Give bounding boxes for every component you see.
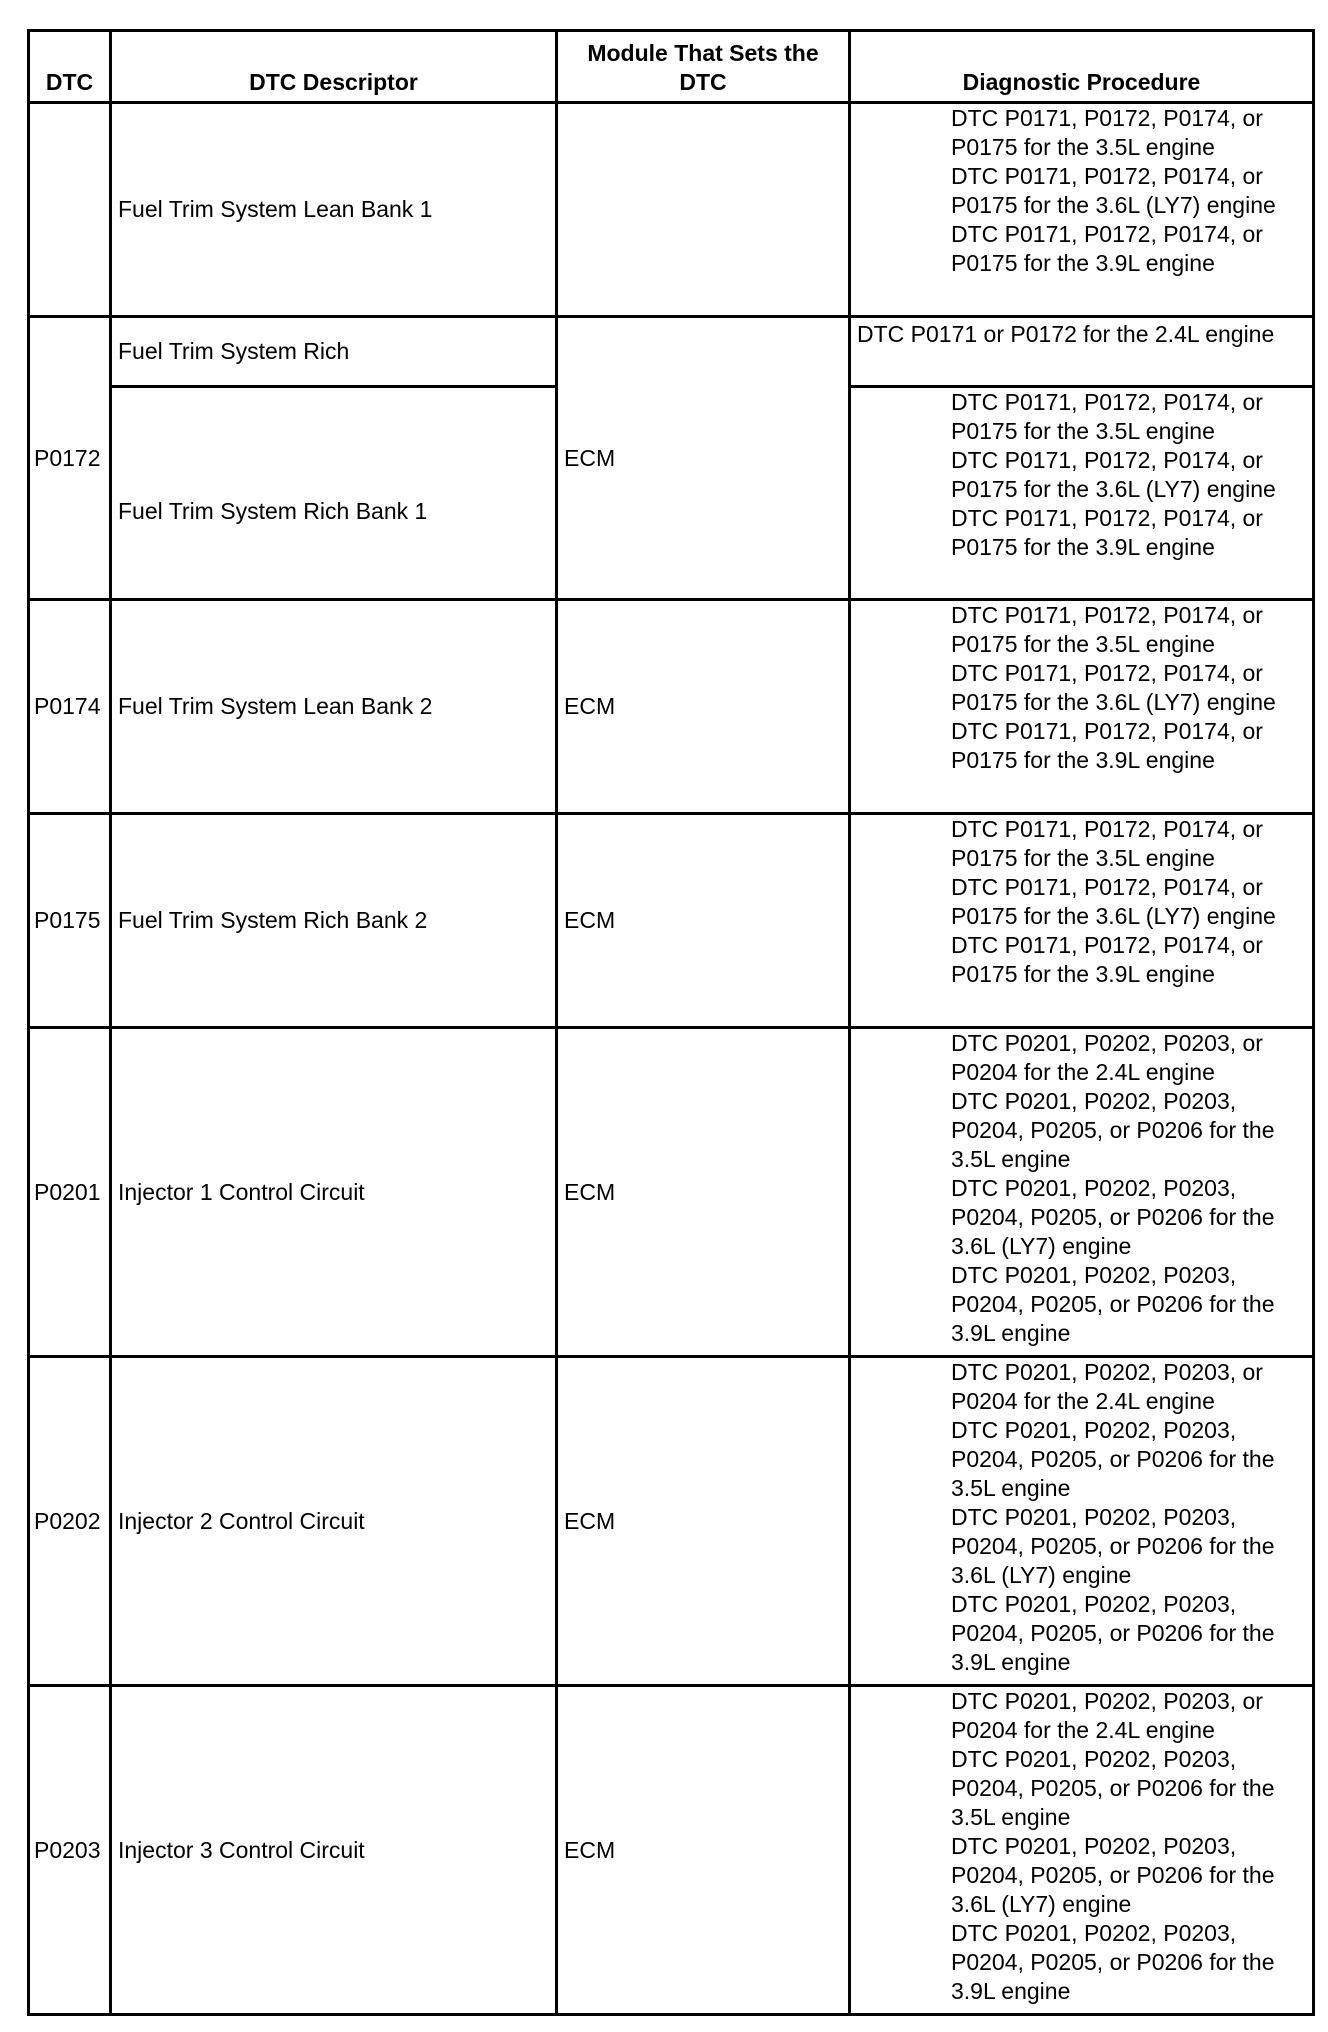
dtc-code <box>29 103 111 317</box>
procedure-line: DTC P0171, P0172, P0174, or P0175 for the 3.9L engine <box>951 505 1263 560</box>
diagnostic-procedure <box>850 103 1314 317</box>
procedure-line: DTC P0201, P0202, P0203, P0204, P0205, or P0206 for the 3.9L engine <box>951 1262 1275 1346</box>
diagnostic-procedure <box>850 1686 1314 2015</box>
procedure-line: DTC P0201, P0202, P0203, P0204, P0205, or P0206 for the 3.6L (LY7) engine <box>951 1175 1275 1259</box>
dtc-descriptor: Injector 2 Control Circuit <box>111 1357 557 1686</box>
dtc-code: P0201 <box>29 1028 111 1357</box>
procedure-line: DTC P0201, P0202, P0203, or P0204 for the 2.4L engine <box>951 1359 1263 1414</box>
diagnostic-procedure <box>850 1357 1314 1686</box>
dtc-descriptor: Fuel Trim System Rich <box>111 317 557 387</box>
dtc-descriptor: Fuel Trim System Rich Bank 1 <box>111 387 557 600</box>
diagnostic-procedure <box>850 1028 1314 1357</box>
procedure-line: DTC P0171, P0172, P0174, or P0175 for the 3.5L engine <box>951 389 1263 444</box>
procedure-line: DTC P0201, P0202, P0203, P0204, P0205, or P0206 for the 3.9L engine <box>951 1591 1275 1675</box>
table-row <box>29 1686 1314 2015</box>
procedure-line: DTC P0201, P0202, P0203, P0204, P0205, or P0206 for the 3.5L engine <box>951 1417 1275 1501</box>
diagnostic-procedure <box>850 600 1314 814</box>
dtc-code: P0174 <box>29 600 111 814</box>
dtc-descriptor: Injector 1 Control Circuit <box>111 1028 557 1357</box>
dtc-module: ECM <box>557 1686 850 2015</box>
table-row <box>29 600 1314 814</box>
dtc-code: P0202 <box>29 1357 111 1686</box>
procedure-line: DTC P0171, P0172, P0174, or P0175 for the 3.6L (LY7) engine <box>951 163 1276 218</box>
dtc-code: P0175 <box>29 814 111 1028</box>
procedure-line: DTC P0201, P0202, P0203, P0204, P0205, or P0206 for the 3.9L engine <box>951 1920 1275 2004</box>
procedure-line: DTC P0171, P0172, P0174, or P0175 for the 3.9L engine <box>951 221 1263 276</box>
procedure-line: DTC P0171, P0172, P0174, or P0175 for the 3.5L engine <box>951 816 1263 871</box>
header-descriptor: DTC Descriptor <box>111 31 557 103</box>
table-row <box>29 814 1314 1028</box>
procedure-line: DTC P0171, P0172, P0174, or P0175 for the 3.6L (LY7) engine <box>951 874 1276 929</box>
procedure-line: DTC P0171 or P0172 for the 2.4L engine <box>857 321 1275 347</box>
procedure-line: DTC P0171, P0172, P0174, or P0175 for the 3.5L engine <box>951 105 1263 160</box>
procedure-line: DTC P0201, P0202, P0203, P0204, P0205, or P0206 for the 3.6L (LY7) engine <box>951 1504 1275 1588</box>
dtc-descriptor: Fuel Trim System Lean Bank 1 <box>111 103 557 317</box>
procedure-line: DTC P0201, P0202, P0203, or P0204 for the 2.4L engine <box>951 1688 1263 1743</box>
procedure-line: DTC P0201, P0202, P0203, or P0204 for the 2.4L engine <box>951 1030 1263 1085</box>
header-procedure: Diagnostic Procedure <box>850 31 1314 103</box>
procedure-line: DTC P0201, P0202, P0203, P0204, P0205, or P0206 for the 3.6L (LY7) engine <box>951 1833 1275 1917</box>
procedure-line: DTC P0171, P0172, P0174, or P0175 for the 3.6L (LY7) engine <box>951 660 1276 715</box>
dtc-module <box>557 103 850 317</box>
diagnostic-procedure <box>850 814 1314 1028</box>
dtc-descriptor: Fuel Trim System Rich Bank 2 <box>111 814 557 1028</box>
header-row <box>29 31 1314 103</box>
procedure-line: DTC P0201, P0202, P0203, P0204, P0205, or P0206 for the 3.5L engine <box>951 1746 1275 1830</box>
table-row <box>29 1028 1314 1357</box>
dtc-descriptor: Fuel Trim System Lean Bank 2 <box>111 600 557 814</box>
dtc-module: ECM <box>557 1357 850 1686</box>
dtc-module: ECM <box>557 317 850 600</box>
dtc-code: P0172 <box>29 317 111 600</box>
dtc-module: ECM <box>557 1028 850 1357</box>
dtc-module: ECM <box>557 600 850 814</box>
table-row <box>29 1357 1314 1686</box>
table-row <box>29 317 1314 387</box>
dtc-descriptor: Injector 3 Control Circuit <box>111 1686 557 2015</box>
header-module: Module That Sets the DTC <box>557 31 850 103</box>
diagnostic-procedure <box>850 387 1314 600</box>
procedure-line: DTC P0171, P0172, P0174, or P0175 for the 3.9L engine <box>951 718 1263 773</box>
dtc-table <box>27 29 1315 2016</box>
procedure-line: DTC P0201, P0202, P0203, P0204, P0205, or P0206 for the 3.5L engine <box>951 1088 1275 1172</box>
header-dtc: DTC <box>29 31 111 103</box>
dtc-module: ECM <box>557 814 850 1028</box>
diagnostic-procedure <box>850 317 1314 387</box>
procedure-line: DTC P0171, P0172, P0174, or P0175 for the 3.6L (LY7) engine <box>951 447 1276 502</box>
procedure-line: DTC P0171, P0172, P0174, or P0175 for the 3.5L engine <box>951 602 1263 657</box>
dtc-code: P0203 <box>29 1686 111 2015</box>
procedure-line: DTC P0171, P0172, P0174, or P0175 for the 3.9L engine <box>951 932 1263 987</box>
table-row <box>29 103 1314 317</box>
